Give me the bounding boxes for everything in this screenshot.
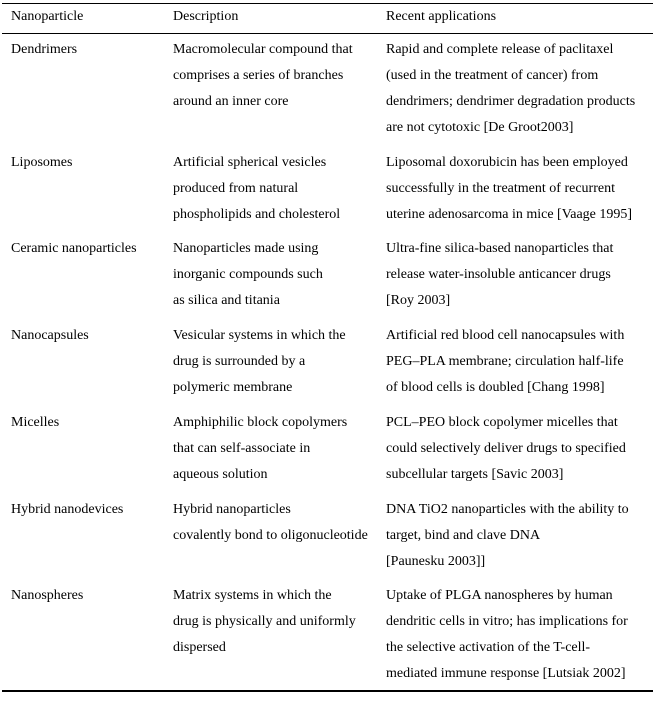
nanoparticle-applications: Rapid and complete release of paclitaxel (used in the treatment of cancer) from dendrimers; dendrimer degradation products are not cytotoxic [De Groot2003] bbox=[386, 42, 636, 135]
header-recent-applications: Recent applications bbox=[386, 9, 497, 24]
table-header-rule bbox=[2, 33, 653, 34]
nanoparticle-name: Micelles bbox=[11, 415, 60, 430]
nanoparticle-name: Nanospheres bbox=[11, 588, 84, 603]
nanoparticle-applications: Ultra-fine silica-based nanoparticles that release water-insoluble anticancer drugs [Roy 2003] bbox=[386, 241, 614, 308]
nanoparticle-description: Matrix systems in which the drug is physically and uniformly dispersed bbox=[173, 588, 356, 655]
nanoparticle-applications: DNA TiO2 nanoparticles with the ability to target, bind and clave DNA [Paunesku 2003]] bbox=[386, 502, 629, 569]
nanoparticle-description: Amphiphilic block copolymers that can self-associate in aqueous solution bbox=[173, 415, 348, 482]
nanoparticle-name: Hybrid nanodevices bbox=[11, 502, 124, 517]
nanoparticle-name: Nanocapsules bbox=[11, 328, 89, 343]
nanoparticle-description: Vesicular systems in which the drug is surrounded by a polymeric membrane bbox=[173, 328, 346, 395]
nanoparticle-description: Macromolecular compound that comprises a series of branches around an inner core bbox=[173, 42, 353, 109]
nanoparticle-description: Nanoparticles made using inorganic compounds such as silica and titania bbox=[173, 241, 323, 308]
table-bottom-rule bbox=[2, 690, 653, 692]
nanoparticle-applications: PCL–PEO block copolymer micelles that could selectively deliver drugs to specified subcellular targets [Savic 2003] bbox=[386, 415, 626, 482]
nanoparticle-applications: Uptake of PLGA nanospheres by human dendritic cells in vitro; has implications for the selective activation of the T-cell- mediated immune response [Lutsiak 2002] bbox=[386, 588, 628, 681]
header-nanoparticle: Nanoparticle bbox=[11, 9, 84, 24]
nanoparticle-applications: Artificial red blood cell nanocapsules with PEG–PLA membrane; circulation half-life of blood cells is doubled [Chang 1998] bbox=[386, 328, 625, 395]
nanoparticle-description: Artificial spherical vesicles produced from natural phospholipids and cholesterol bbox=[173, 155, 341, 222]
nanoparticle-description: Hybrid nanoparticles covalently bond to oligonucleotide bbox=[173, 502, 368, 543]
header-description: Description bbox=[173, 9, 239, 24]
nanoparticle-applications: Liposomal doxorubicin has been employed successfully in the treatment of recurrent uterine adenosarcoma in mice [Vaage 1995] bbox=[386, 155, 633, 222]
nanoparticle-name: Liposomes bbox=[11, 155, 73, 170]
nanoparticle-name: Ceramic nanoparticles bbox=[11, 241, 137, 256]
nanoparticle-name: Dendrimers bbox=[11, 42, 78, 57]
